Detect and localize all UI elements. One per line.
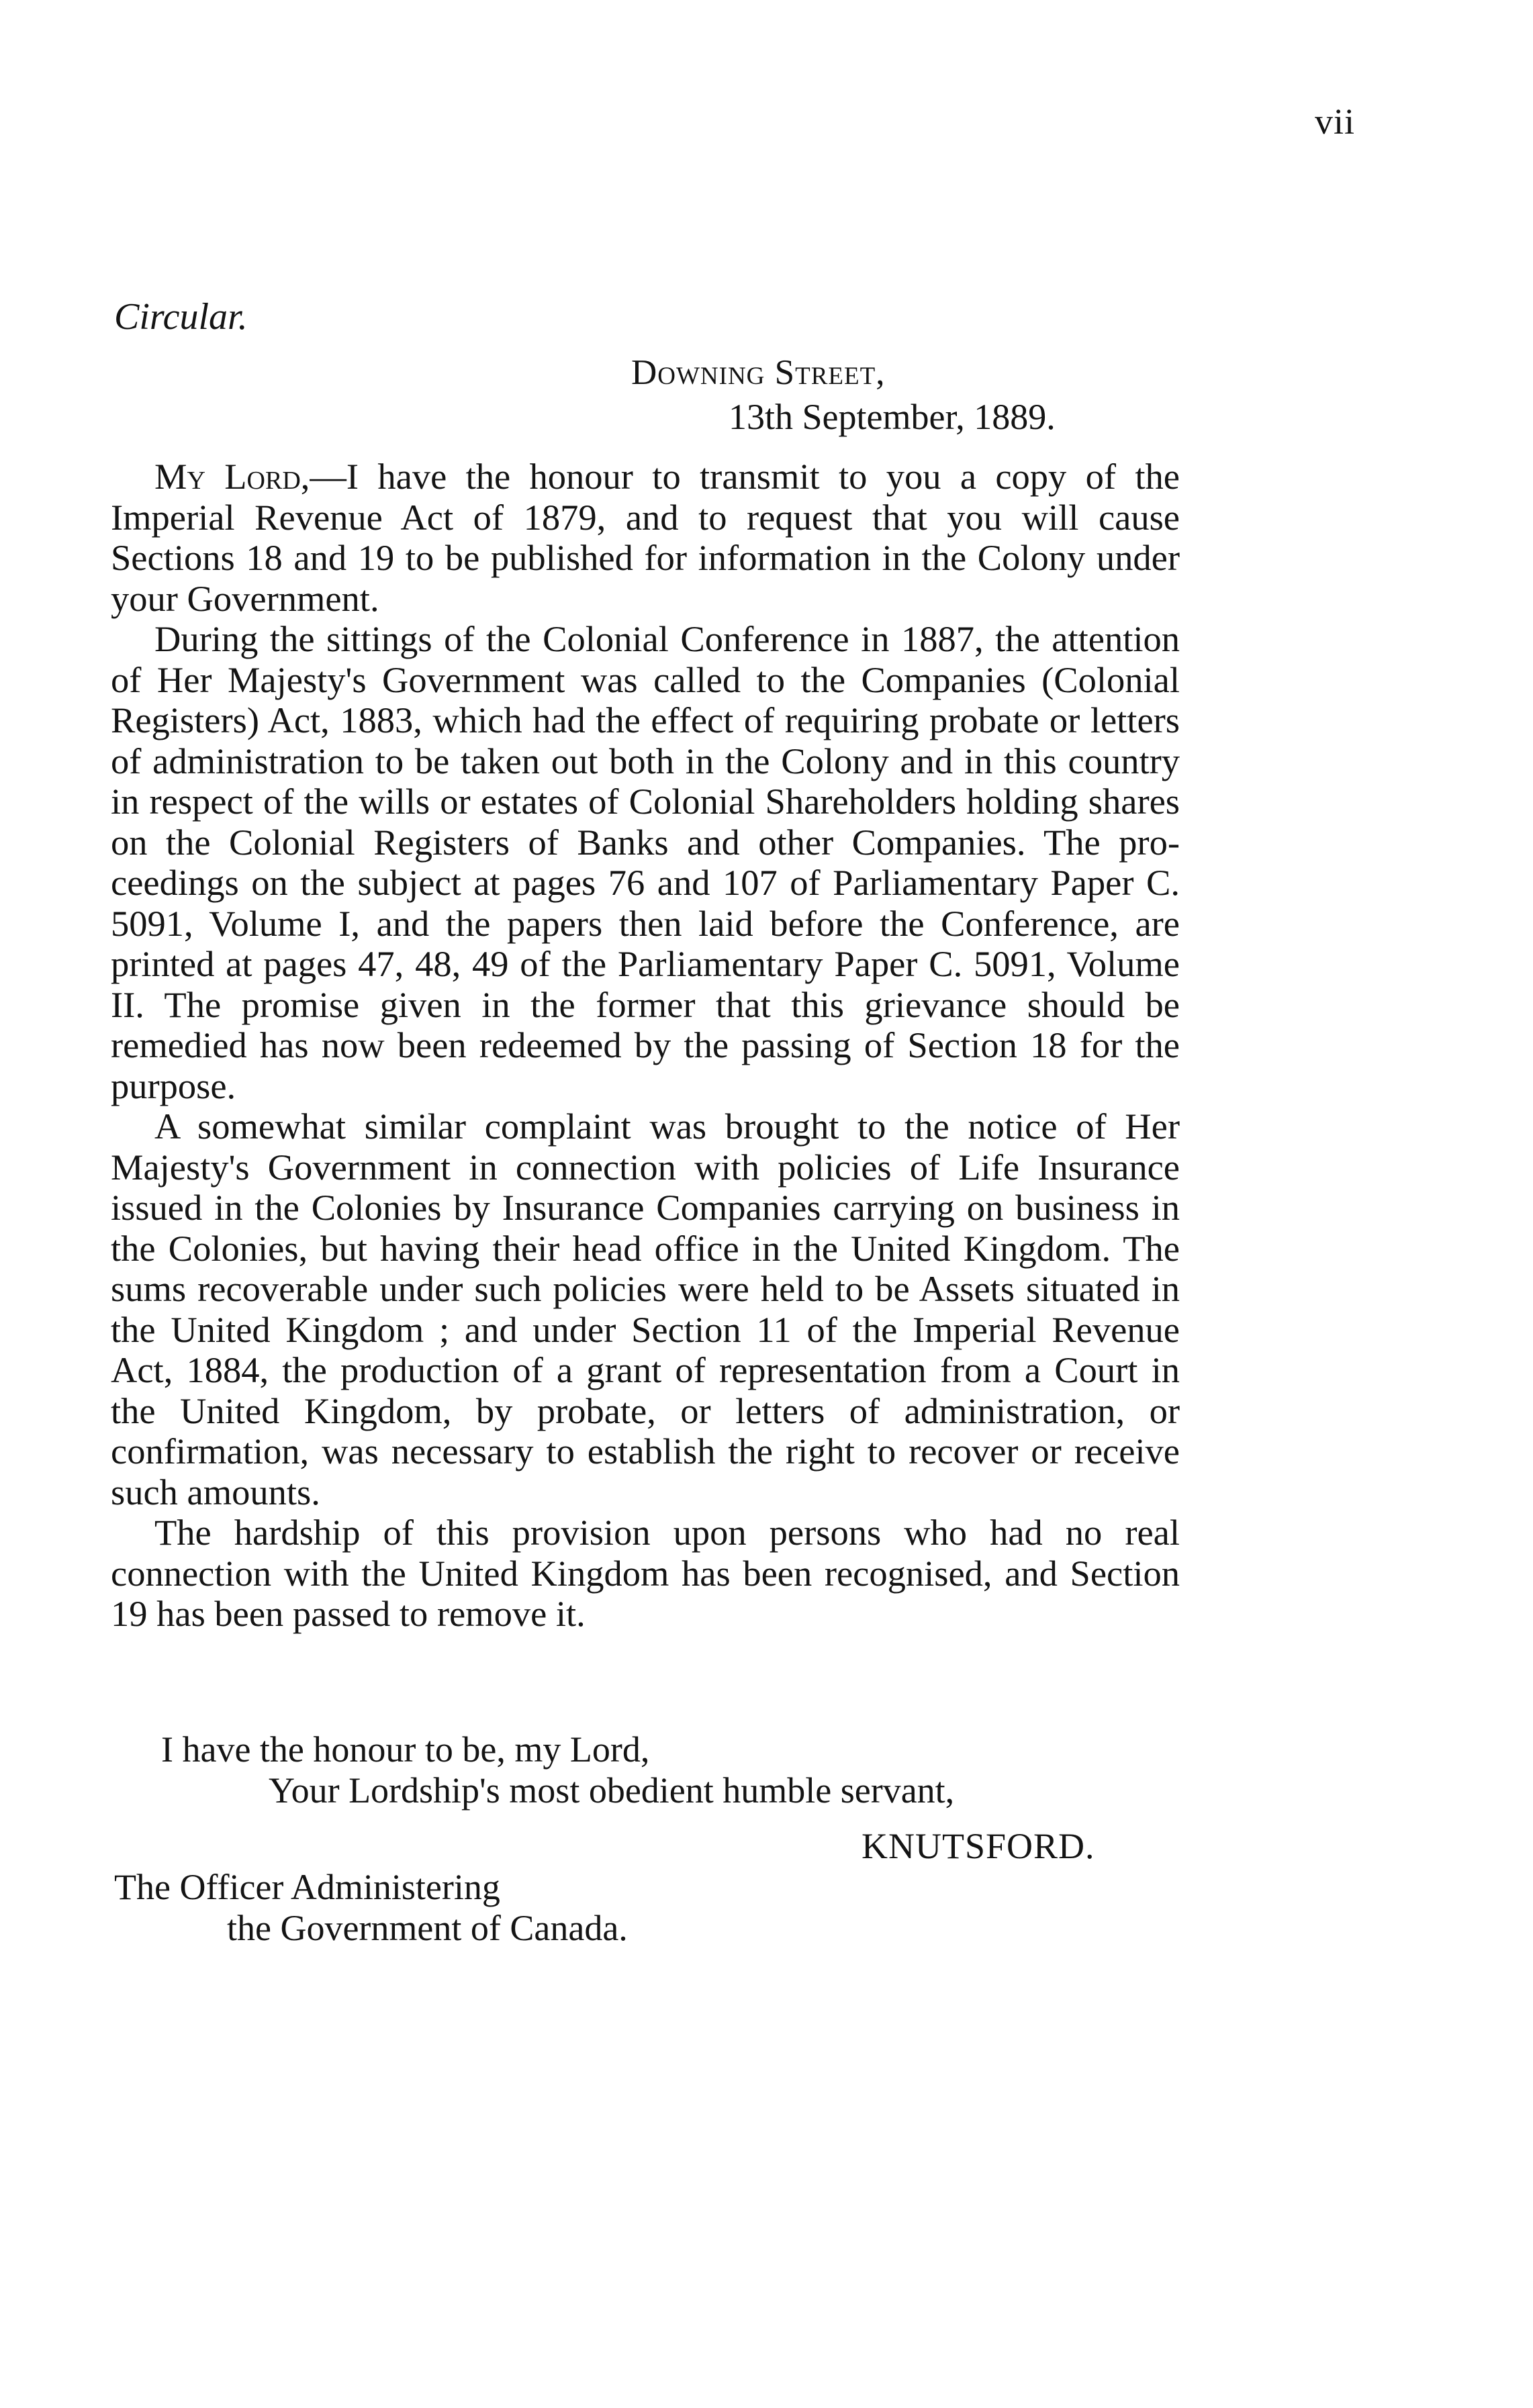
letter-date: 13th September, 1889. [729,397,1056,437]
paragraph-2: During the sittings of the Colonial Conference in 1887, the attention of Her Majesty's Government was called to the Companies (Colonial Registers) Act, 1883, which had the effect of requiring probate or letters of administration to be taken out both in the Colony and in this country in respect of the wills or estates of Colonial Shareholders holding shares on the Colonial Registers of Banks and other Companies. The proceedings on the subject at pages 76 and 107 of Parliamentary Paper C. 5091, Volume I, and the papers then laid before the Conference, are printed at pages 47, 48, 49 of the Parliamentary Paper C. 5091, Volume II. The promise given in the former that this grievance should be remedied has now been redeemed by the passing of Section 18 for the purpose. [111,618,1180,1106]
addressee-line-2: the Government of Canada. [227,1908,628,1948]
paragraph-4: The hardship of this provision upon persons who had no real connection with the United Kingdom has been recognised, and Section 19 has been passed to remove it. [111,1512,1180,1634]
page-number: vii [1315,101,1356,142]
document-heading: Circular. [114,296,248,338]
closing-line: I have the honour to be, my Lord, [161,1729,650,1770]
paragraph-1 [111,456,1180,619]
paragraph-1-text: —I have the honour to transmit to you a copy of the Imperial Revenue Act of 1879, and to request that you will cause Sections 18 and 19 to be published for information in the Colony under your Government. [111,456,1180,619]
subscription-line: Your Lordship's most obedient humble servant, [269,1770,955,1811]
salutation: My Lord, [154,456,310,497]
paragraph-3: A somewhat similar complaint was brought to the notice of Her Majesty's Government in connection with policies of Life Insurance issued in the Colonies by Insurance Companies carrying on business in the Colonies, but having their head office in the United Kingdom. The sums recoverable under such policies were held to be Assets situated in the United Kingdom ; and under Section 11 of the Imperial Revenue Act, 1884, the production of a grant of representation from a Court in the United Kingdom, by probate, or letters of administration, or confirmation, was necessary to establish the right to recover or receive such amounts. [111,1106,1180,1512]
sender-address: Downing Street, [631,353,886,392]
addressee-line-1: The Officer Administering [114,1867,500,1907]
letter-body [111,456,1180,1635]
signature: KNUTSFORD. [862,1826,1095,1866]
